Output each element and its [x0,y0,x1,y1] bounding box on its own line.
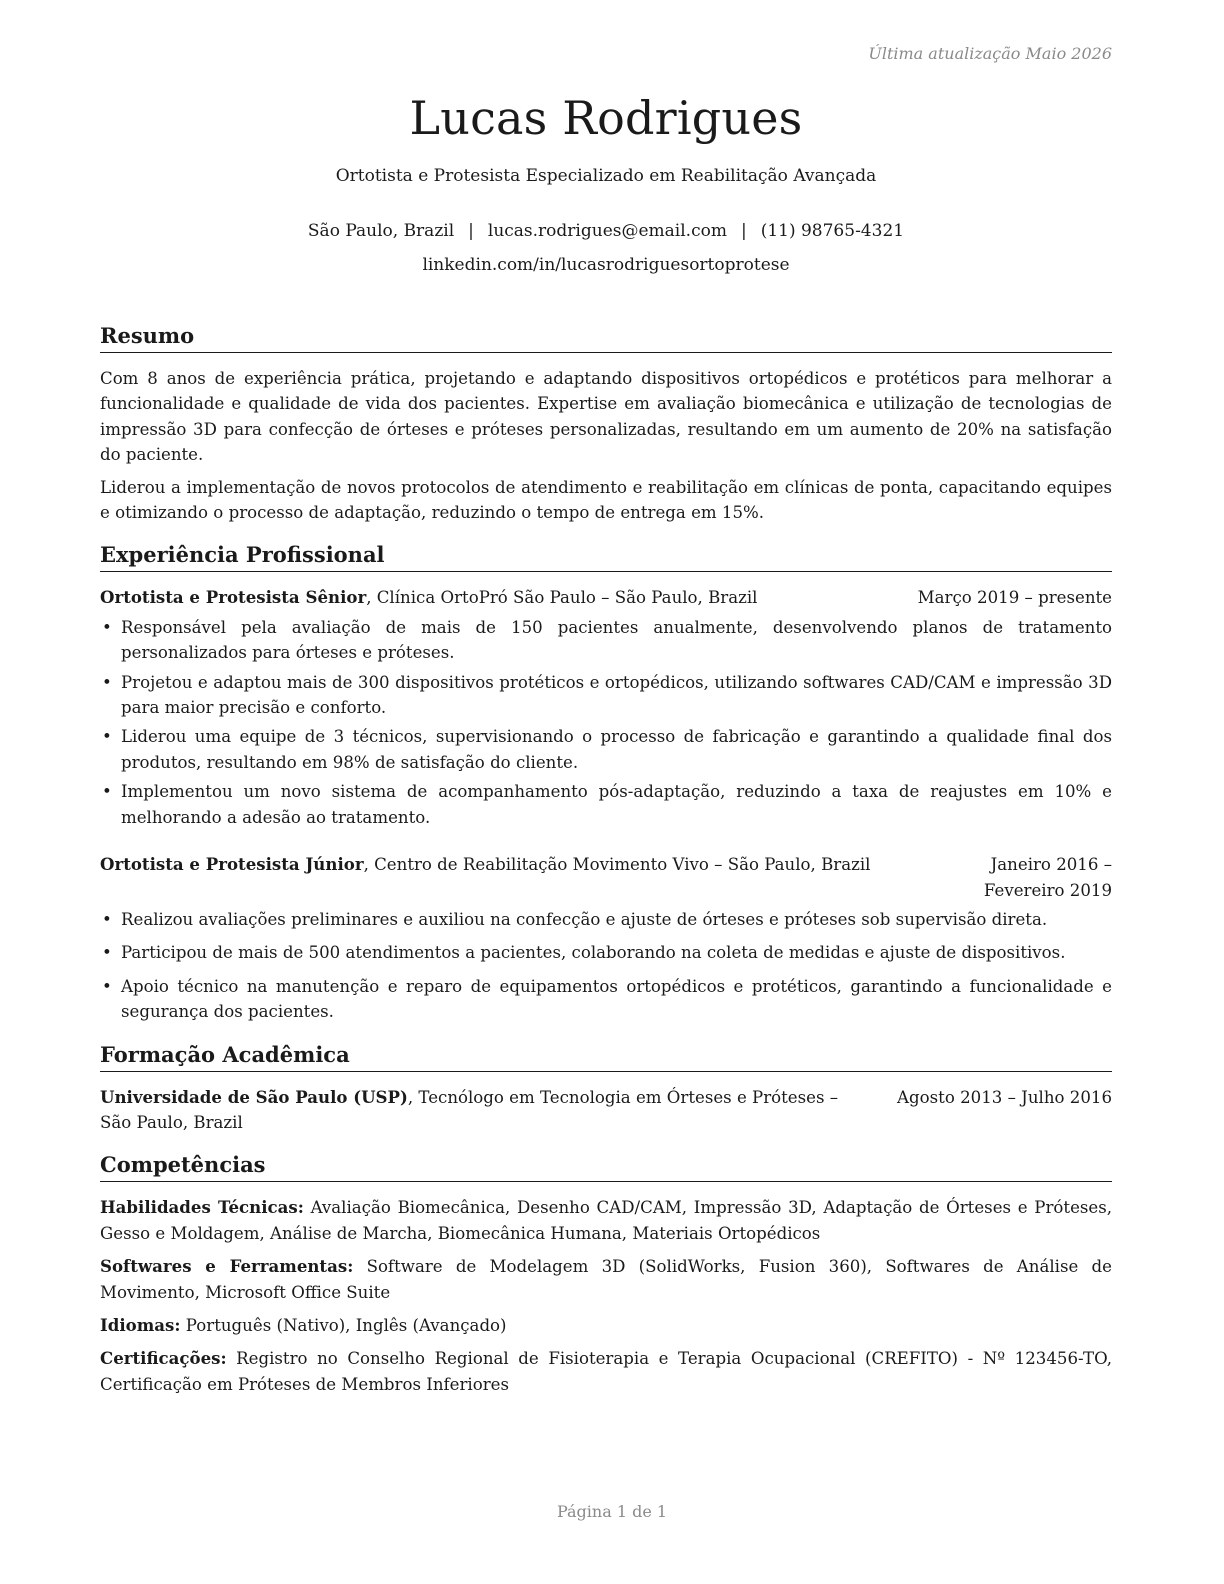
job-role: Ortotista e Protesista Sênior [100,587,367,608]
summary-section [100,322,1112,525]
bullet-text: Participou de mais de 500 atendimentos a pacientes, colaborando na coleta de medidas e ajuste de dispositivos. [121,943,1066,963]
page-number: Página 1 de 1 [556,1502,668,1521]
summary-paragraph: Liderou a implementação de novos protocolos de atendimento e reabilitação em clínicas de ponta, capacitando equipes e otimizando o processo de adaptação, reduzindo o tempo de entrega em 15%. [100,477,1112,523]
job-org: , Clínica OrtoPró São Paulo – São Paulo, Brazil [366,588,758,608]
job-title-line [100,585,757,610]
section-title-summary: Resumo [100,322,1112,353]
skill-text: Software de Modelagem 3D (SolidWorks, Fusion 360), Softwares de Análise de Movimento, Microsoft Office Suite [100,1257,1112,1302]
bullet-icon: • [102,617,112,637]
bullet-text: Responsável pela avaliação de mais de 150 pacientes anualmente, desenvolvendo planos de tratamento personalizados para órteses e próteses. [121,617,1112,663]
skill-label: Certificações: [100,1348,227,1369]
education-dates: Agosto 2013 – Julho 2016 [897,1087,1112,1107]
list-item [100,724,1112,775]
bullet-text: Projetou e adaptou mais de 300 dispositivos protéticos e ortopédicos, utilizando softwares CAD/CAM e impressão 3D para maior precisão e conforto. [121,672,1112,718]
skill-label: Softwares e Ferramentas: [100,1256,354,1277]
skill-row [100,1346,1112,1397]
job-entry [100,585,1112,830]
job-header [100,852,1112,903]
skill-label: Habilidades Técnicas: [100,1197,304,1218]
skills-section [100,1151,1112,1397]
bullet-icon: • [102,909,112,929]
list-item [100,974,1112,1025]
skill-row [100,1254,1112,1305]
skill-row [100,1313,1112,1338]
degree: , Tecnólogo em Tecnologia em Órteses e Próteses – São Paulo, Brazil [100,1087,839,1132]
bullet-icon: • [102,943,112,963]
phone: (11) 98765-4321 [760,221,905,241]
education-section [100,1041,1112,1136]
bullet-text: Apoio técnico na manutenção e reparo de equipamentos ortopédicos e protéticos, garantindo a funcionalidade e segurança dos pacientes. [121,976,1112,1022]
section-title-education: Formação Acadêmica [100,1041,1112,1072]
skill-text: Avaliação Biomecânica, Desenho CAD/CAM, Impressão 3D, Adaptação de Órteses e Próteses, Gesso e Moldagem, Análise de Marcha, Biomecânica Humana, Materiais Ortopédicos [100,1198,1113,1243]
job-bullets [100,907,1112,1025]
section-title-experience: Experiência Profissional [100,541,1112,572]
bullet-text: Realizou avaliações preliminares e auxiliou na confecção e ajuste de órteses e próteses sob supervisão direta. [121,909,1048,929]
job-org: , Centro de Reabilitação Movimento Vivo – São Paulo, Brazil [363,855,871,875]
bullet-icon: • [102,782,112,802]
experience-section [100,541,1112,1024]
section-title-skills: Competências [100,1151,1112,1182]
job-role: Ortotista e Protesista Júnior [100,854,364,875]
school-name: Universidade de São Paulo (USP) [100,1086,408,1107]
bullet-text: Implementou um novo sistema de acompanhamento pós-adaptação, reduzindo a taxa de reajustes em 10% e melhorando a adesão ao tratamento. [121,782,1112,827]
bullet-text: Liderou uma equipe de 3 técnicos, supervisionando o processo de fabricação e garantindo a qualidade final dos produtos, resultando em 98% de satisfação do cliente. [121,727,1112,772]
candidate-name: Lucas Rodrigues [409,91,803,145]
separator: | [468,221,474,241]
education-entry [100,1085,1112,1136]
job-title-line [100,852,870,903]
job-bullets [100,615,1112,830]
contact-info [100,214,1112,282]
job-entry [100,852,1112,1024]
headline: Ortotista e Protesista Especializado em Reabilitação Avançada [335,166,877,186]
skill-text: Português (Nativo), Inglês (Avançado) [180,1315,507,1335]
list-item [100,615,1112,666]
email-link[interactable]: lucas.rodrigues@email.com [487,221,727,241]
skill-label: Idiomas: [100,1314,181,1335]
list-item [100,907,1112,932]
contact-line-1 [100,214,1112,248]
resume-page [100,0,1112,1397]
separator: | [740,221,747,241]
job-dates: Janeiro 2016 – Fevereiro 2019 [983,855,1112,900]
job-dates: Março 2019 – presente [917,588,1112,608]
location: São Paulo, Brazil [307,221,455,241]
education-title-line [100,1085,870,1136]
list-item [100,940,1112,965]
last-updated-note: Última atualização Maio 2026 [868,44,1112,63]
skill-text: Registro no Conselho Regional de Fisioterapia e Terapia Ocupacional (CREFITO) - Nº 123456-TO, Certificação em Próteses de Membros Inferiores [100,1349,1112,1394]
skill-row [100,1195,1112,1246]
list-item [100,779,1112,830]
list-item [100,670,1112,721]
bullet-icon: • [102,672,112,692]
bullet-icon: • [102,976,112,996]
summary-paragraph: Com 8 anos de experiência prática, projetando e adaptando dispositivos ortopédicos e protéticos para melhorar a funcionalidade e qualidade de vida dos pacientes. Expertise em avaliação biomecânica e utilização de tecnologias de impressão 3D para confecção de órteses e próteses personalizadas, resultando em um aumento de 20% na satisfação do paciente. [100,369,1112,465]
job-header [100,585,1112,610]
linkedin-link[interactable]: linkedin.com/in/lucasrodriguesortoprotese [422,255,790,275]
bullet-icon: • [102,727,112,747]
